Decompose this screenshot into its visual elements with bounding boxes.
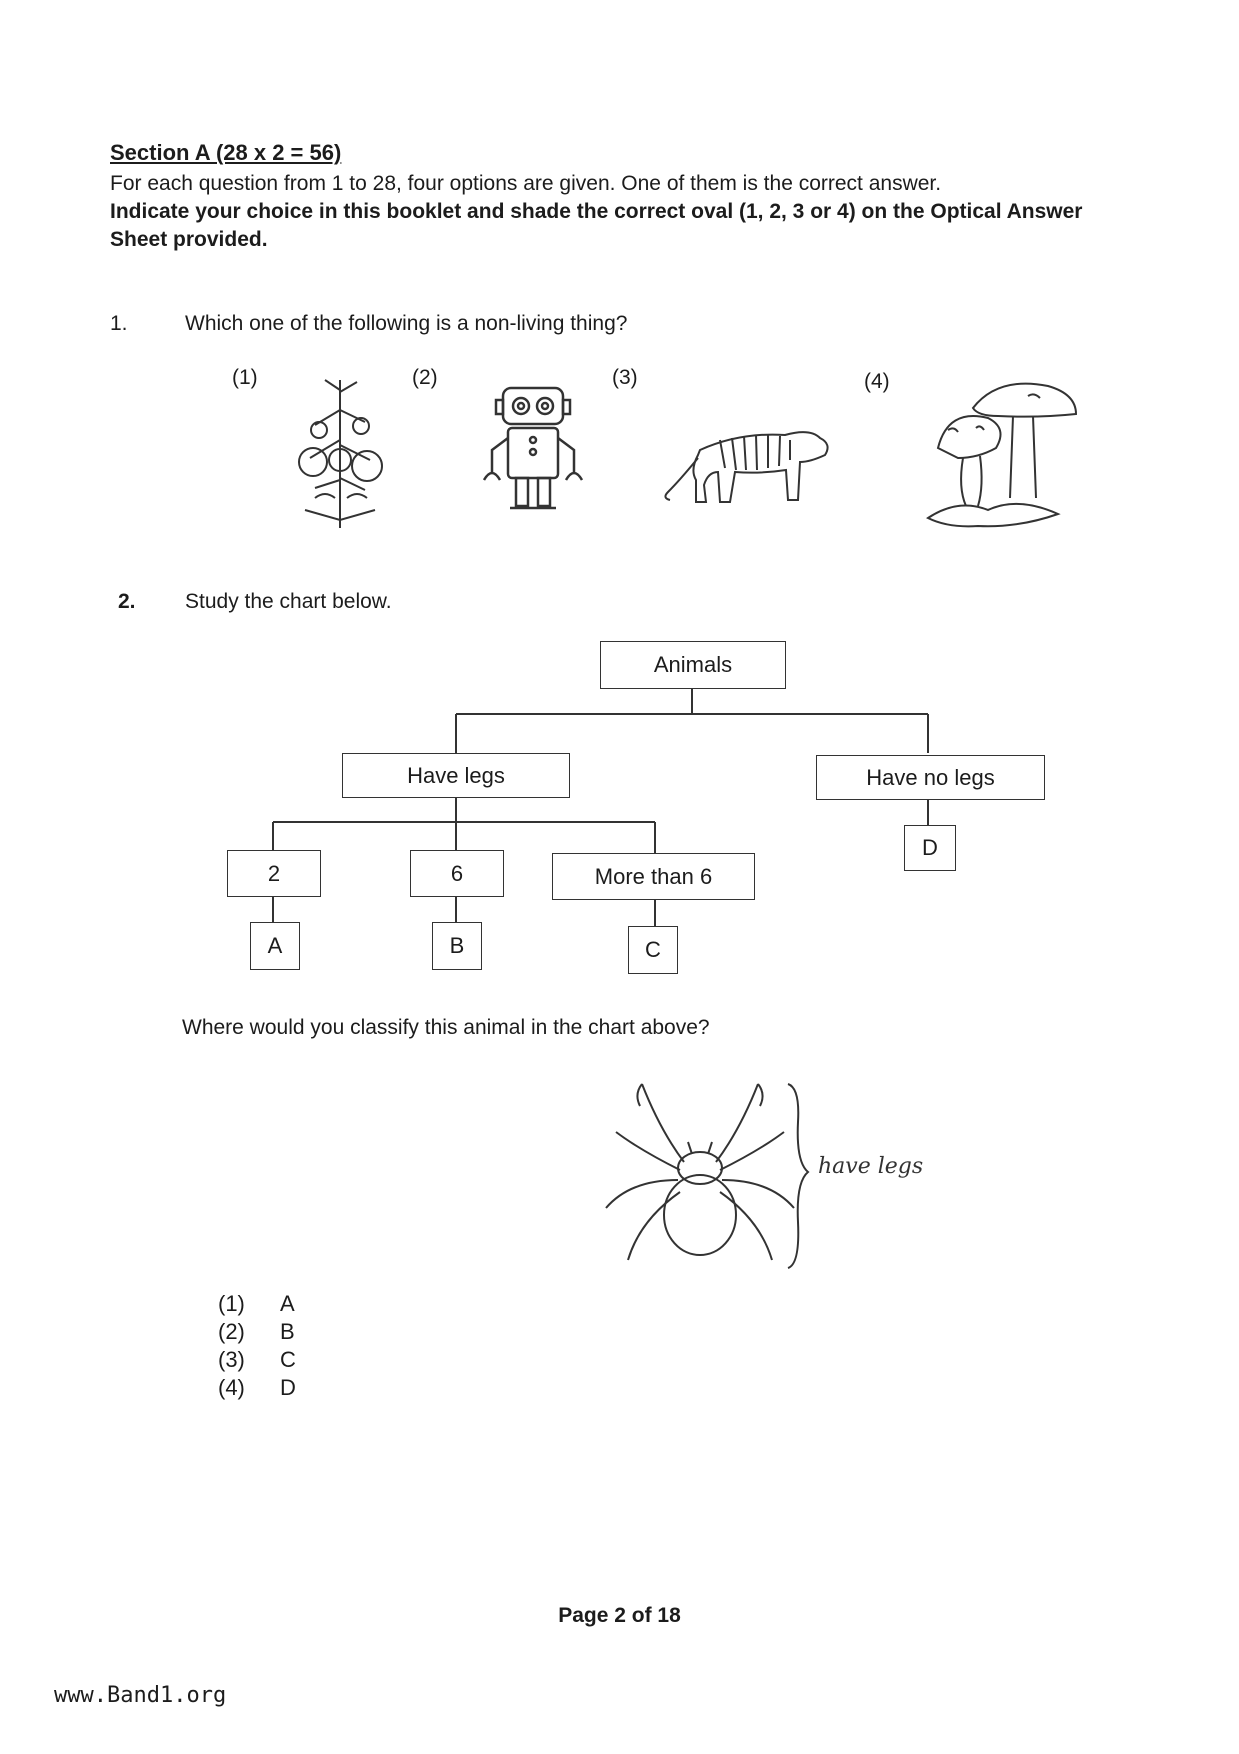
answer-number: (1)	[218, 1291, 245, 1316]
answer-option-2[interactable]	[218, 1318, 296, 1346]
question-2-text: Study the chart below.	[185, 590, 392, 613]
chart-node-6-legs: 6	[410, 850, 504, 897]
instruction-bold-text: Indicate your choice in this booklet and shade the correct oval (1, 2, 3 or 4) on the Optical Answer Sheet provided.	[110, 200, 1083, 251]
chart-node-have-legs: Have legs	[342, 753, 570, 798]
q1-option-3-label: (3)	[612, 366, 638, 389]
brace-mark	[782, 1082, 812, 1272]
page-number: Page 2 of 18	[558, 1604, 681, 1627]
chart-node-2-legs: 2	[227, 850, 321, 897]
answer-option-3[interactable]	[218, 1346, 296, 1374]
chart-leaf-c: C	[628, 926, 678, 974]
question-2-prompt: Where would you classify this animal in the chart above?	[182, 1016, 710, 1039]
chart-leaf-a: A	[250, 922, 300, 970]
q1-option-2-label: (2)	[412, 366, 438, 389]
q1-option-1-label: (1)	[232, 366, 258, 389]
q1-option-4-label: (4)	[864, 370, 890, 393]
spider-icon	[600, 1080, 800, 1280]
chart-leaf-b: B	[432, 922, 482, 970]
answer-number: (4)	[218, 1375, 245, 1400]
question-1-text: Which one of the following is a non-living thing?	[185, 312, 628, 335]
answer-number: (2)	[218, 1319, 245, 1344]
question-1-number: 1.	[110, 312, 128, 335]
chart-node-more-than-6-legs: More than 6	[552, 853, 755, 900]
answer-option-1[interactable]	[218, 1290, 296, 1318]
section-title: Section A (28 x 2 = 56)	[110, 140, 342, 165]
answer-value: D	[280, 1375, 296, 1400]
question-2-number: 2.	[118, 590, 136, 613]
answer-value: A	[280, 1291, 295, 1316]
answer-value: B	[280, 1319, 295, 1344]
instruction-text: For each question from 1 to 28, four options are given. One of them is the correct answer.	[110, 172, 942, 195]
chart-node-have-no-legs: Have no legs	[816, 755, 1045, 800]
handwritten-note: have legs	[818, 1154, 924, 1179]
answer-number: (3)	[218, 1347, 245, 1372]
answer-value: C	[280, 1347, 296, 1372]
chart-leaf-d: D	[904, 825, 956, 871]
chart-node-animals: Animals	[600, 641, 786, 689]
site-watermark: www.Band1.org	[54, 1683, 227, 1708]
question-2-answers	[218, 1290, 296, 1402]
answer-option-4[interactable]	[218, 1374, 296, 1402]
